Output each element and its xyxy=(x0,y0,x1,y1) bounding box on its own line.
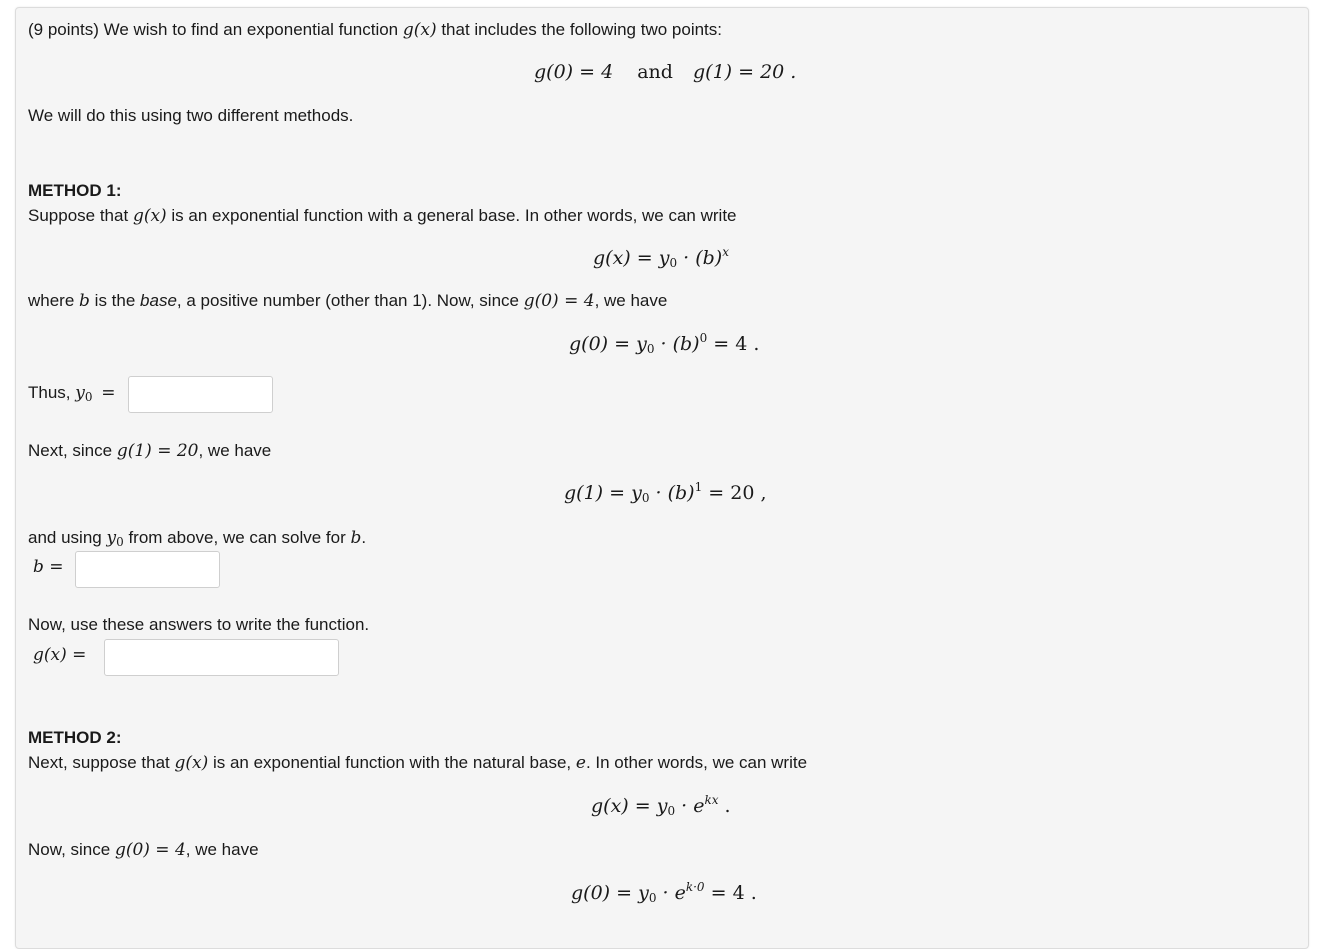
since-suffix: , we have xyxy=(185,840,259,859)
using-a: and using xyxy=(28,528,102,547)
method2-line1-e: e xyxy=(575,753,586,773)
since-prefix: Now, since xyxy=(28,840,111,859)
eq-g1-mid: · (b) xyxy=(655,482,695,504)
intro-line xyxy=(28,20,722,40)
equation-general-base xyxy=(593,247,729,269)
eq-g0-rhs: = 4 . xyxy=(713,333,760,355)
equation-g1 xyxy=(564,482,766,504)
next-line xyxy=(28,441,271,461)
method1-line1-text-2: is an exponential function with a general base. In other words, we can write xyxy=(171,206,737,225)
methods-note: We will do this using two different methods. xyxy=(28,106,354,125)
next-prefix: Next, since xyxy=(28,441,113,460)
eq-general-sub: 0 xyxy=(669,256,678,270)
method2-line1-suffix: . In other words, we can write xyxy=(585,753,808,772)
b-answer-input[interactable] xyxy=(75,551,220,588)
next-suffix: , we have xyxy=(198,441,272,460)
thus-label xyxy=(28,383,116,403)
method2-line1-prefix: Next, suppose that xyxy=(28,753,170,772)
using-d: . xyxy=(361,528,367,547)
y0-answer-input[interactable] xyxy=(128,376,273,413)
line2-e: , we have xyxy=(594,291,668,310)
method1-line1-text: Suppose that xyxy=(28,206,129,225)
line2-d: , a positive number (other than 1). Now, since xyxy=(176,291,519,310)
gx-label: g(x) = xyxy=(33,645,87,665)
eq-general-mid: · (b) xyxy=(683,247,723,269)
intro-text-2: that includes the following two points: xyxy=(441,20,722,39)
method2-line1-mid: is an exponential function with the natural base, xyxy=(212,753,572,772)
eq-nat-lhs: g(x) = y xyxy=(591,795,668,817)
method2-since-line xyxy=(28,840,259,860)
eq-nat0-lhs: g(0) = y xyxy=(571,882,649,904)
eq-nat-end: . xyxy=(718,795,731,817)
equation-natural-g0 xyxy=(571,882,757,904)
line2-eq: g(0) = 4 xyxy=(523,291,595,311)
using-line xyxy=(28,528,366,548)
eq-g0-sup: 0 xyxy=(699,331,708,345)
using-c: b xyxy=(350,528,362,548)
eq-nat-mid: · e xyxy=(681,795,705,817)
next-eq: g(1) = 20 xyxy=(116,441,199,461)
point-eq-2: g(1) = 20 . xyxy=(693,61,797,83)
gx-answer-input[interactable] xyxy=(104,639,339,676)
b-label: b = xyxy=(33,557,64,577)
method1-line2 xyxy=(28,291,667,311)
point-eq-1: g(0) = 4 xyxy=(534,61,614,83)
since-eq: g(0) = 4 xyxy=(114,840,186,860)
eq-g1-rhs: = 20 , xyxy=(708,482,767,504)
now-text: Now, use these answers to write the function. xyxy=(28,615,370,634)
eq-nat0-rhs: = 4 . xyxy=(710,882,757,904)
eq-nat-sup: kx xyxy=(704,793,719,807)
thus-text: Thus, xyxy=(28,383,71,402)
line2-b: b xyxy=(79,291,90,311)
points-equation xyxy=(534,61,796,83)
using-var: y xyxy=(106,528,117,548)
eq-g0-lhs: g(0) = y xyxy=(569,333,647,355)
eq-general-sup: x xyxy=(722,245,729,259)
using-b: from above, we can solve for xyxy=(128,528,346,547)
line2-a: where xyxy=(28,291,75,310)
using-sub: 0 xyxy=(116,535,124,549)
thus-eq: = xyxy=(101,383,116,403)
method1-line1 xyxy=(28,206,737,226)
eq-nat0-sub: 0 xyxy=(648,891,657,905)
eq-nat0-sup: k·0 xyxy=(685,880,705,894)
line2-base: base xyxy=(140,291,177,310)
line2-c: is the xyxy=(94,291,136,310)
eq-general-lhs: g(x) = y xyxy=(593,247,670,269)
eq-g0-mid: · (b) xyxy=(660,333,700,355)
equation-natural-base xyxy=(591,795,731,817)
intro-fn: g(x) xyxy=(402,20,437,40)
eq-g1-lhs: g(1) = y xyxy=(564,482,642,504)
method1-heading: METHOD 1: xyxy=(28,181,122,200)
intro-text: (9 points) We wish to find an exponential function xyxy=(28,20,399,39)
eq-g0-sub: 0 xyxy=(646,342,655,356)
eq-g1-sup: 1 xyxy=(694,480,703,494)
thus-sub: 0 xyxy=(84,390,93,404)
method2-line1 xyxy=(28,753,807,773)
eq-nat-sub: 0 xyxy=(667,804,676,818)
thus-var: y xyxy=(75,383,85,403)
equation-g0 xyxy=(569,333,759,355)
method1-line1-fn: g(x) xyxy=(132,206,167,226)
eq-nat0-mid: · e xyxy=(662,882,686,904)
and-word: and xyxy=(637,61,673,83)
method2-line1-fn: g(x) xyxy=(174,753,209,773)
method2-heading: METHOD 2: xyxy=(28,728,122,747)
eq-g1-sub: 0 xyxy=(641,491,650,505)
